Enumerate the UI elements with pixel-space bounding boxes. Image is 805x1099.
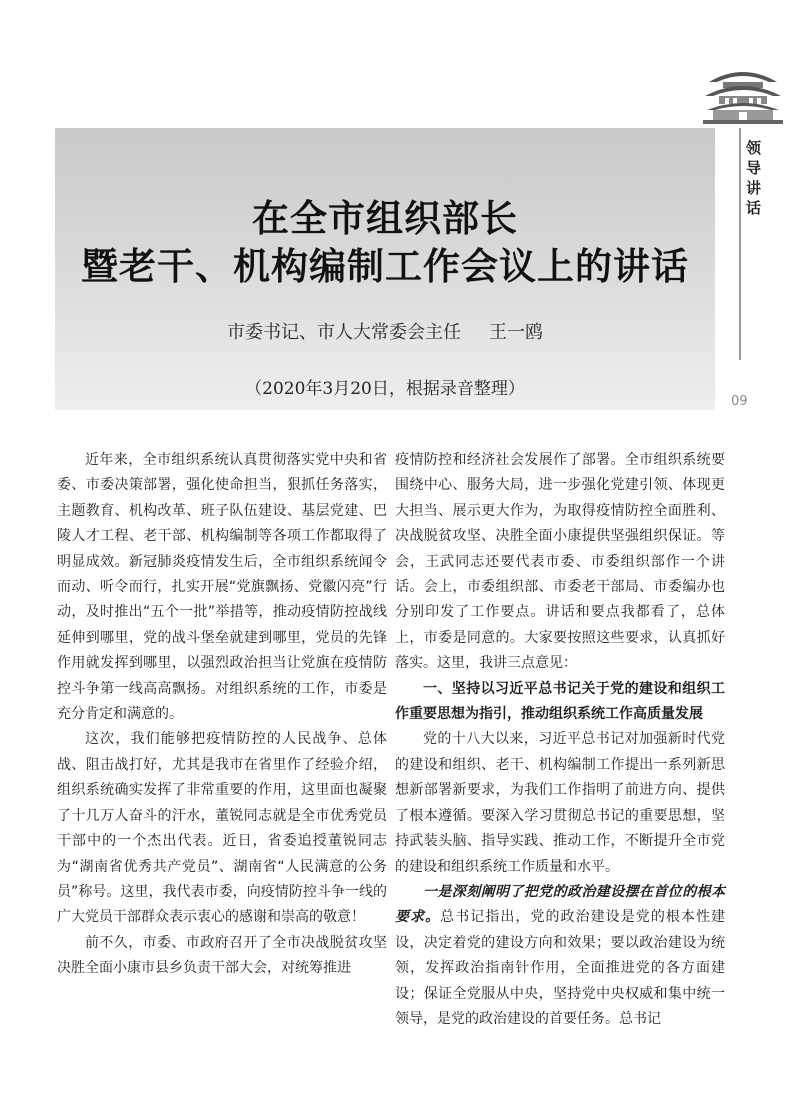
- paragraph: 这次，我们能够把疫情防控的人民战争、总体战、阻击战打好，尤其是我市在省里作了经验介绍，组织系统确实发挥了非常重要的作用，这里面也凝聚了十几万人奋斗的汗水，董锐同志就是全市优秀党员干部中的一个杰出代表。近日，省委追授董锐同志为“湖南省优秀共产党员”、湖南省“人民满意的公务员”称号。这里，我代表市委，向疫情防控斗争一线的广大党员干部群众表示衷心的感谢和崇高的敬意！: [57, 731, 387, 926]
- side-divider: [739, 128, 741, 360]
- title-banner: [55, 128, 715, 410]
- paragraph: 党的十八大以来，习近平总书记对加强新时代党的建设和组织、老干、机构编制工作提出一系列新思想新部署新要求，为我们工作指明了前进方向、提供了根本遵循。要深入学习贯彻总书记的重要思想，坚持武装头脑、指导实践、推动工作，不断提升全市党的建设和组织系统工作质量和水平。: [395, 731, 725, 875]
- paragraph-body: 总书记指出，党的政治建设是党的根本性建设，决定着党的建设方向和效果；要以政治建设为统领，发挥政治指南针作用，全面推进党的各方面建设；保证全党服从中央，坚持党中央权威和集中统一领导，是党的政治建设的首要任务。总书记: [395, 909, 726, 1027]
- author-line: [55, 318, 715, 344]
- paragraph-continuation: 疫情防控和经济社会发展作了部署。全市组织系统要围绕中心、服务大局，进一步强化党建引领、体现更大担当、展示更大作为，为取得疫情防控全面胜利、决战脱贫攻坚、决胜全面小康提供坚强组织保证。等会，王武同志还要代表市委、市委组织部作一个讲话。会上，市委组织部、市委老干部局、市委编办也分别印发了工作要点。讲话和要点我都看了，总体上，市委是同意的。大家要按照这些要求，认真抓好落实。这里，我讲三点意见：: [395, 452, 725, 672]
- left-column: [57, 448, 387, 982]
- article-title-line1: 在全市组织部长: [252, 196, 518, 240]
- author-name: 王一鸥: [489, 322, 543, 343]
- paragraph: [395, 880, 725, 1032]
- pagoda-emblem-icon: [703, 60, 783, 130]
- article-title-line2: 暨老干、机构编制工作会议上的讲话: [81, 244, 689, 288]
- paragraph: 近年来，全市组织系统认真贯彻落实党中央和省委、市委决策部署，强化使命担当，狠抓任务落实，主题教育、机构改革、班子队伍建设、基层党建、巴陵人才工程、老干部、机构编制等各项工作都取得了明显成效。新冠肺炎疫情发生后，全市组织系统闻令而动、听令而行，扎实开展“党旗飘扬、党徽闪亮”行动，及时推出“五个一批”举措等，推动疫情防控战线延伸到哪里，党的战斗堡垒就建到哪里，党员的先锋作用就发挥到哪里，以强烈政治担当让党旗在疫情防控斗争第一线高高飘扬。对组织系统的工作，市委是充分肯定和满意的。: [57, 452, 387, 723]
- emphasis-lead: 一是深刻阐明了把党的政治建设摆在首位的根本要求。: [395, 883, 725, 926]
- page-number: 09: [731, 394, 748, 409]
- right-column: [395, 448, 725, 1032]
- date-note: （2020年3月20日，根据录音整理）: [245, 379, 525, 399]
- author-role: 市委书记、市人大常委会主任: [227, 322, 461, 343]
- paragraph: 前不久，市委、市政府召开了全市决战脱贫攻坚决胜全面小康市县乡负责干部大会，对统筹推进: [57, 934, 387, 977]
- section-label: 领导讲话: [746, 139, 762, 217]
- section-heading: 一、坚持以习近平总书记关于党的建设和组织工作重要思想为指引，推动组织系统工作高质量发展: [395, 680, 725, 723]
